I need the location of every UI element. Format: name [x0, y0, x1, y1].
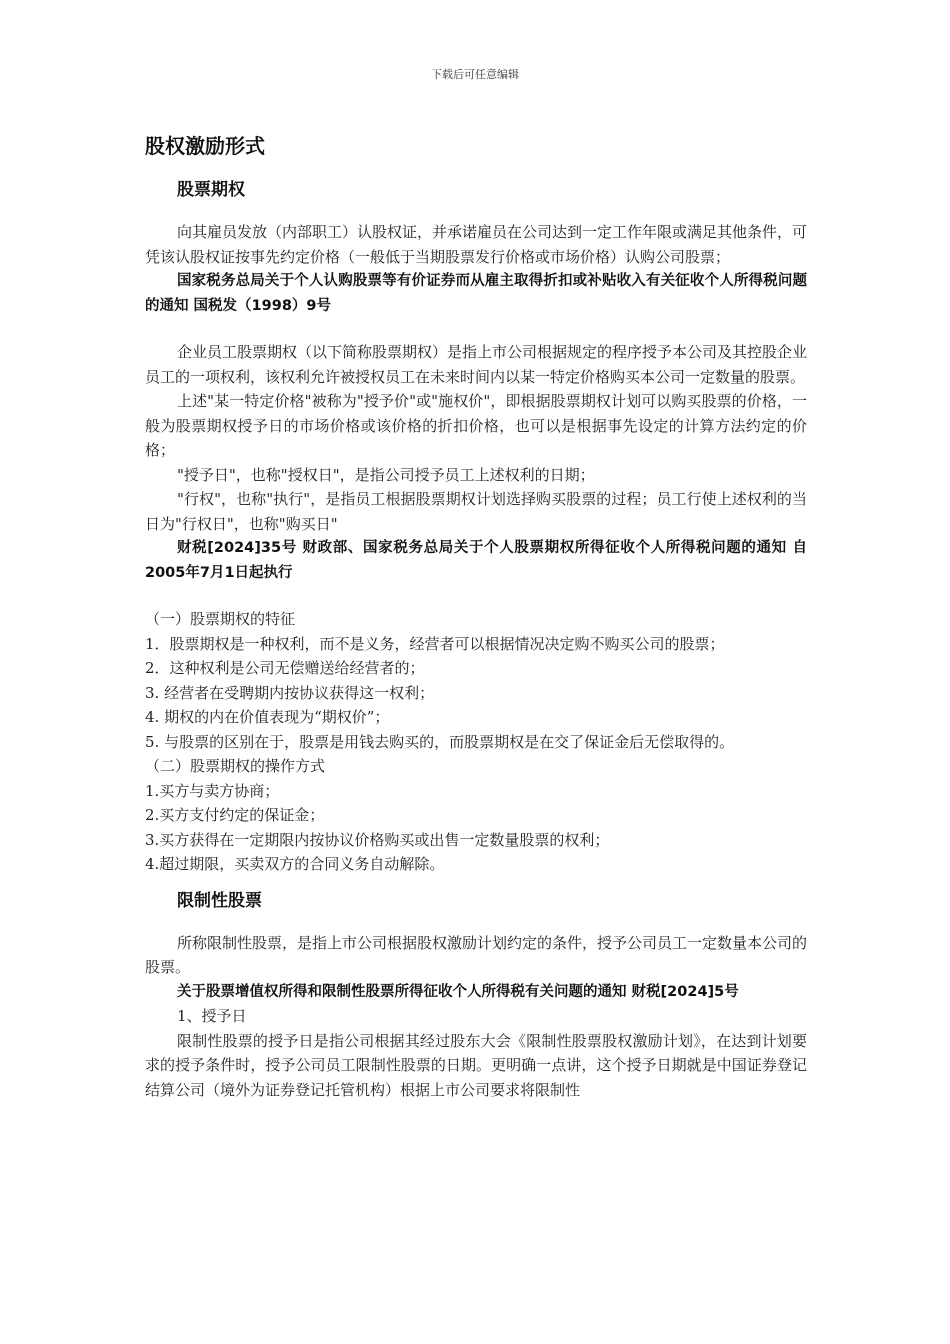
list-title: （二）股票期权的操作方式 [145, 757, 326, 775]
paragraph: 向其雇员发放（内部职工）认股权证，并承诺雇员在公司达到一定工作年限或满足其他条件，可凭该认股权证按事先约定价格（一般低于当期股票发行价格或市场价格）认购公司股票； [145, 223, 808, 266]
page-title: 股权激励形式 [145, 134, 265, 158]
list-item: 4. 期权的内在价值表现为“期权价”； [145, 708, 390, 726]
document-body [145, 130, 807, 1102]
list-item: 4.超过期限，买卖双方的合同义务自动解除。 [145, 855, 445, 873]
list-item: 3.买方获得在一定期限内按协议价格购买或出售一定数量股票的权利； [145, 830, 610, 849]
spacer [145, 585, 807, 607]
spacer [145, 318, 807, 340]
list-item: 3. 经营者在受聘期内按协议获得这一权利； [145, 683, 435, 702]
subheading: 1、授予日 [177, 1007, 247, 1025]
paragraph: 限制性股票的授予日是指公司根据其经过股东大会《限制性股票股权激励计划》，在达到计划要求的授予条件时，授予公司员工限制性股票的日期。更明确一点讲，这个授予日期就是中国证券登记结算公司（境外为证券登记托管机构）根据上市公司要求将限制性 [145, 1031, 807, 1099]
list-item: 1．股票期权是一种权利，而不是义务，经营者可以根据情况决定购不购买公司的股票； [145, 634, 725, 653]
page-header: 下载后可任意编辑 [431, 68, 519, 81]
section-heading-stock-options: 股票期权 [177, 180, 245, 200]
list-title: （一）股票期权的特征 [145, 610, 296, 628]
list-item: 1.买方与卖方协商； [145, 781, 280, 800]
list-item: 2．这种权利是公司无偿赠送给经营者的； [145, 659, 425, 677]
paragraph: "授予日"，也称"授权日"，是指公司授予员工上述权利的日期； [177, 465, 595, 484]
paragraph: 企业员工股票期权（以下简称股票期权）是指上市公司根据规定的程序授予本公司及其控股企业员工的一项权利，该权利允许被授权员工在未来时间内以某一特定价格购买本公司一定数量的股票。 [145, 343, 808, 386]
law-reference: 财税[2024]35号 财政部、国家税务总局关于个人股票期权所得征收个人所得税问题的通知 自2005年7月1日起执行 [145, 540, 807, 581]
section-heading-restricted-stock: 限制性股票 [177, 890, 262, 911]
paragraph: 所称限制性股票，是指上市公司根据股权激励计划约定的条件，授予公司员工一定数量本公司的股票。 [145, 933, 808, 976]
paragraph: "行权"，也称"执行"，是指员工根据股票期权计划选择购买股票的过程；员工行使上述权利的当日为"行权日"，也称"购买日" [145, 490, 807, 533]
paragraph: 上述"某一特定价格"被称为"授予价"或"施权价"，即根据股票期权计划可以购买股票的价格，一般为股票期权授予日的市场价格或该价格的折扣价格，也可以是根据事先设定的计算方法约定的价格； [145, 392, 807, 459]
list-item: 5. 与股票的区别在于，股票是用钱去购买的，而股票期权是在交了保证金后无偿取得的。 [145, 732, 735, 751]
law-reference: 国家税务总局关于个人认购股票等有价证券而从雇主取得折扣或补贴收入有关征收个人所得税问题的通知 国税发（1998）9号 [145, 273, 807, 314]
spacer [145, 877, 807, 887]
list-item: 2.买方支付约定的保证金； [145, 806, 325, 824]
law-reference: 关于股票增值权所得和限制性股票所得征收个人所得税有关问题的通知 财税[2024]5号 [177, 983, 739, 1000]
